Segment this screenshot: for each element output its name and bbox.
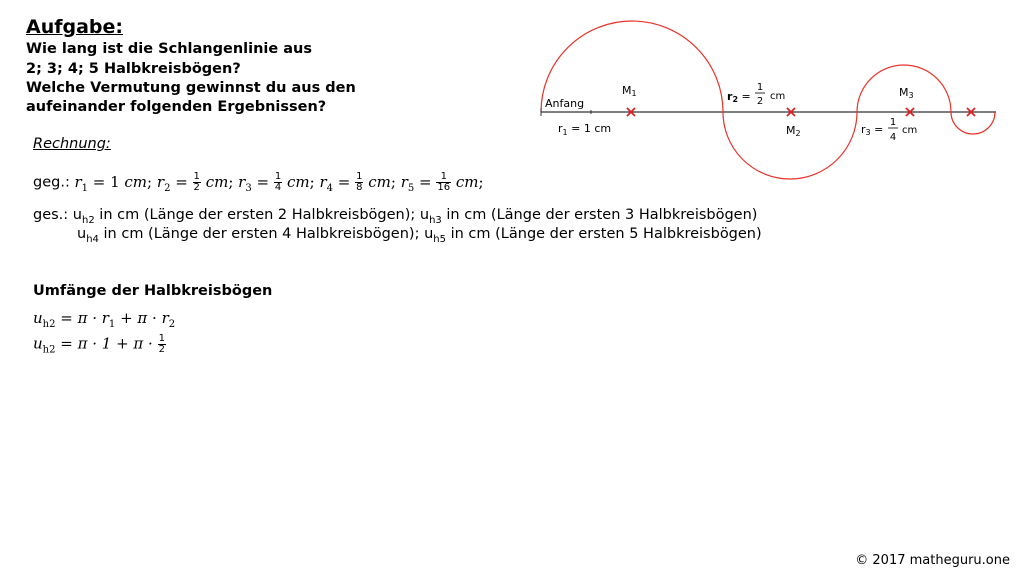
r3-label [861,117,917,143]
semicircle-2 [723,112,857,179]
semicircle-4 [951,112,995,134]
sought-label: ges.: [33,207,69,223]
sought-uh5: $u_{h5}$ in cm (Länge der ersten 5 Halbkreisbögen) [424,226,762,245]
perimeter-equation-1: $u_{h2} = \pi \cdot r_1 + \pi \cdot r_2$ [33,309,176,330]
task-line-1: Wie lang ist die Schlangenlinie aus [26,41,312,57]
svg-text:r2 =: r2 = [727,90,751,104]
given-r5: $r_5$ = $\frac{1}{16}$ cm; [400,171,484,194]
perimeter-equation-2: $u_{h2} = \pi \cdot 1 + \pi$ · $\frac{1}{2}$ [33,333,165,356]
svg-text:cm: cm [770,91,786,102]
svg-text:1: 1 [889,117,897,128]
task-line-3: Welche Vermutung gewinnst du aus den [26,80,356,96]
start-label: Anfang [545,97,585,110]
sought-row-2 [77,226,762,245]
sought-uh3: $u_{h3}$ in cm (Länge der ersten 3 Halbkreisbögen) [419,207,758,226]
calc-heading: Rechnung: [33,136,111,152]
svg-text:1: 1 [756,82,764,93]
given-r1: $r_1 = 1$ cm; [74,172,153,194]
svg-text:2: 2 [756,96,764,107]
svg-text:r3 =: r3 = [861,123,884,137]
task-title: Aufgabe: [26,16,124,38]
r2-label [727,82,785,107]
sought-uh2: $u_{h2}$ in cm (Länge der ersten 2 Halbkreisbögen); [72,207,420,226]
svg-text:4: 4 [889,132,897,143]
task-line-4: aufeinander folgenden Ergebnissen? [26,99,327,115]
given-label: geg.: [33,174,70,191]
perimeter-heading: Umfänge der Halbkreisbögen [33,283,273,299]
task-line-2: 2; 3; 4; 5 Halbkreisbögen? [26,61,241,77]
sought-row-1 [33,207,757,226]
snake-line-diagram [0,0,1024,200]
copyright-notice: © 2017 matheguru.one [855,553,1010,568]
given-r3: $r_3$ = $\frac{1}{4}$ cm; [238,171,315,194]
given-r2: $r_2$ = $\frac{1}{2}$ cm; [156,171,234,194]
svg-text:cm: cm [902,125,918,136]
m2-label: M2 [786,124,801,138]
m1-label: M1 [622,84,637,98]
sought-uh4: $u_{h4}$ in cm (Länge der ersten 4 Halbkreisbögen); [77,226,425,245]
r1-label: $r_1 = 1$ cm [558,122,612,137]
m3-label: M3 [899,86,914,100]
given-r4: $r_4$ = $\frac{1}{8}$ cm; [319,171,396,194]
